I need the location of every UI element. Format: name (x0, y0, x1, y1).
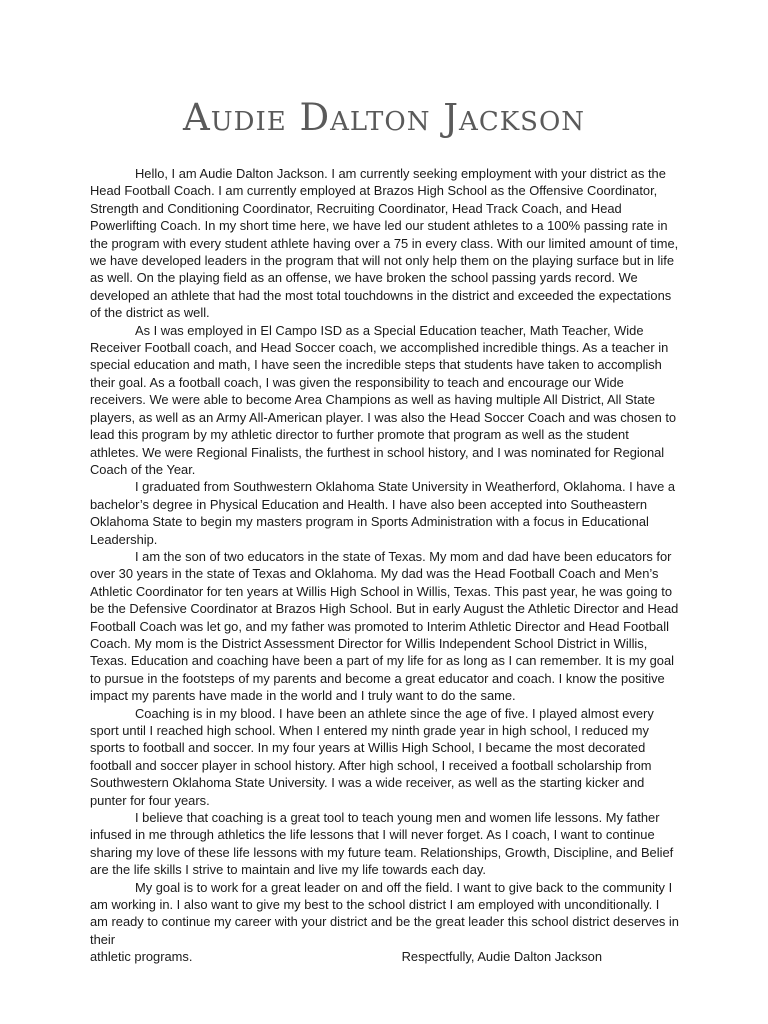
paragraph-life-lessons: I believe that coaching is a great tool to teach young men and women life lessons. My father infused in me through athletics the life lessons that I will never forget. As I coach, I want to continue sharing my love of these life lessons with my future team. Relationships, Growth, Discipline, and Belief are the life skills I strive to maintain and live my life towards each day. (90, 810, 674, 878)
letter-body (90, 165, 680, 966)
closing-text: My goal is to work for a great leader on and off the field. I want to give back to the community I am working in. I also want to give my best to the school district I am employed with unconditionally. I am ready to continue my career with your district and be the great leader this school district deserves in their (90, 879, 679, 947)
closing-last-line: athletic programs. (90, 949, 193, 965)
paragraph-closing (90, 879, 680, 949)
paragraph-education: I graduated from Southwestern Oklahoma State University in Weatherford, Oklahoma. I have a bachelor’s degree in Physical Education and Health. I have also been accepted into Southeastern Oklahoma State to begin my masters program in Sports Administration with a focus in Educational Leadership. (90, 479, 676, 547)
paragraph-current-role: Hello, I am Audie Dalton Jackson. I am currently seeking employment with your district as the Head Football Coach. I am currently employed at Brazos High School as the Offensive Coordinator, Strength and Conditioning Coordinator, Recruiting Coordinator, Head Track Coach, and Head Powerlifting Coach. In my short time here, we have led our student athletes to a 100% passing rate in the program with every student athlete having over a 75 in every class. With our limited amount of time, we have developed leaders in the program that will not only help them on the playing surface but in life as well. On the playing field as an offense, we have broken the school passing yards record. We developed an athlete that had the most total touchdowns in the district and exceeded the expectations of the district as well. (90, 166, 679, 321)
signoff-line (90, 948, 680, 965)
paragraph-el-campo: As I was employed in El Campo ISD as a Special Education teacher, Math Teacher, Wide Receiver Football coach, and Head Soccer coach, we accomplished incredible things. As a teacher in special education and math, I have seen the incredible steps that students have taken to accomplish their goal. As a football coach, I was given the responsibility to teach and encourage our Wide receivers. We were able to become Area Champions as well as having multiple All District, All State players, as well as an Army All-American player. I was also the Head Soccer Coach and was chosen to lead this program by my athletic director to further promote that program as well as the student athletes. We were Regional Finalists, the furthest in school history, and I was nominated for Regional Coach of the Year. (90, 322, 677, 477)
signature: Respectfully, Audie Dalton Jackson (401, 949, 602, 965)
paragraph-athlete-history: Coaching is in my blood. I have been an athlete since the age of five. I played almost every sport until I reached high school. When I entered my ninth grade year in high school, I reduced my sports to football and soccer. In my four years at Willis High School, I became the most decorated football and soccer player in school history. After high school, I received a football scholarship from Southwestern Oklahoma State University. I was a wide receiver, as well as the starting kicker and punter for four years. (90, 705, 654, 808)
paragraph-family: I am the son of two educators in the state of Texas. My mom and dad have been educators for over 30 years in the state of Texas and Oklahoma. My dad was the Head Football Coach and Men’s Athletic Coordinator for ten years at Willis High School in Willis, Texas. This past year, he was going to be the Defensive Coordinator at Brazos High School. But in early August the Athletic Director and Head Football Coach was let go, and my father was promoted to Interim Athletic Director and Head Football Coach. My mom is the District Assessment Director for Willis Independent School District in Willis, Texas. Education and coaching have been a part of my life for as long as I can remember. It is my goal to pursue in the footsteps of my parents and become a great educator and coach. I know the positive impact my parents have made in the world and I truly want to do the same. (90, 548, 679, 704)
page-title: Audie Dalton Jackson (182, 96, 586, 139)
